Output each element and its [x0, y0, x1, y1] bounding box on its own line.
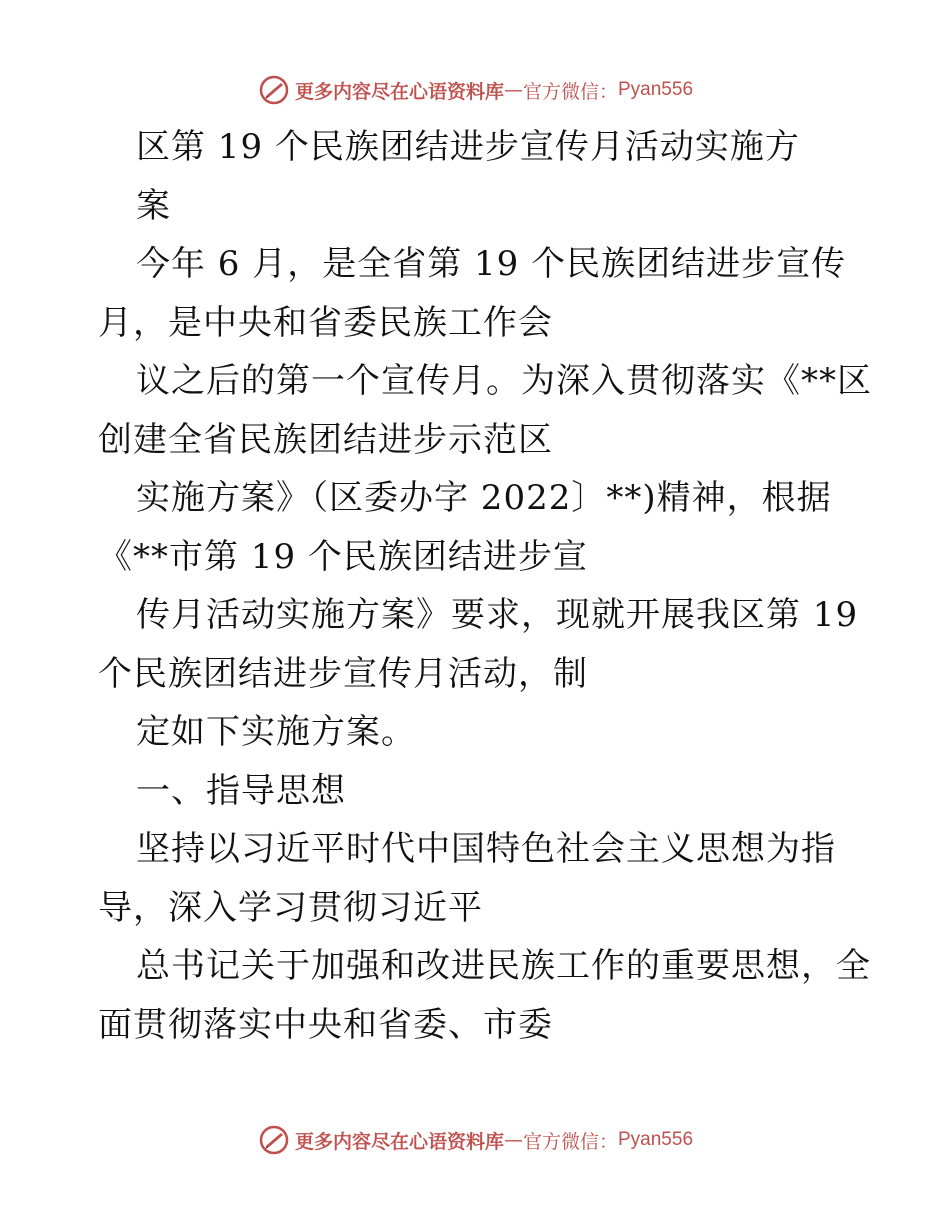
brand-logo-icon: [257, 73, 291, 107]
document-line: 《**市第 19 个民族团结进步宣: [98, 536, 588, 577]
document-line: 议之后的第一个宣传月。为深入贯彻落实《**区: [136, 361, 872, 401]
document-line: 总书记关于加强和改进民族工作的重要思想，全: [136, 946, 871, 986]
brand-logo-icon: [257, 1123, 291, 1157]
watermark-contact-label: 官方微信：: [522, 80, 618, 103]
watermark-header: [0, 70, 950, 110]
document-line: 个民族团结进步宣传月活动，制: [98, 653, 588, 694]
watermark-contact-id: Pyan556: [618, 1129, 694, 1150]
document-line: 月，是中央和省委民族工作会: [98, 302, 553, 343]
watermark-separator: —: [503, 79, 523, 101]
watermark-contact-label: 官方微信：: [522, 1130, 618, 1153]
watermark-brand: 更多内容尽在心语资料库: [294, 1130, 504, 1153]
watermark-contact-id: Pyan556: [618, 79, 694, 100]
document-line: 创建全省民族团结进步示范区: [98, 419, 553, 460]
document-line: 传月活动实施方案》要求，现就开展我区第 19: [136, 595, 859, 635]
watermark-separator: —: [503, 1129, 523, 1151]
document-line: 一、指导思想: [136, 770, 346, 811]
document-line: 案: [136, 185, 171, 226]
document-line: 今年 6 月，是全省第 19 个民族团结进步宣传: [136, 244, 847, 284]
document-line: 实施方案》（区委办字 2022〕**)精神，根据: [136, 478, 832, 518]
watermark-brand: 更多内容尽在心语资料库: [294, 80, 504, 103]
document-line: 区第 19 个民族团结进步宣传月活动实施方: [136, 127, 800, 167]
document-line: 定如下实施方案。: [136, 712, 416, 752]
document-line: 坚持以习近平时代中国特色社会主义思想为指: [136, 829, 836, 869]
document-body: [98, 118, 872, 1054]
watermark-footer: [0, 1120, 950, 1160]
document-line: 面贯彻落实中央和省委、市委: [98, 1004, 553, 1045]
document-line: 导，深入学习贯彻习近平: [98, 887, 483, 928]
